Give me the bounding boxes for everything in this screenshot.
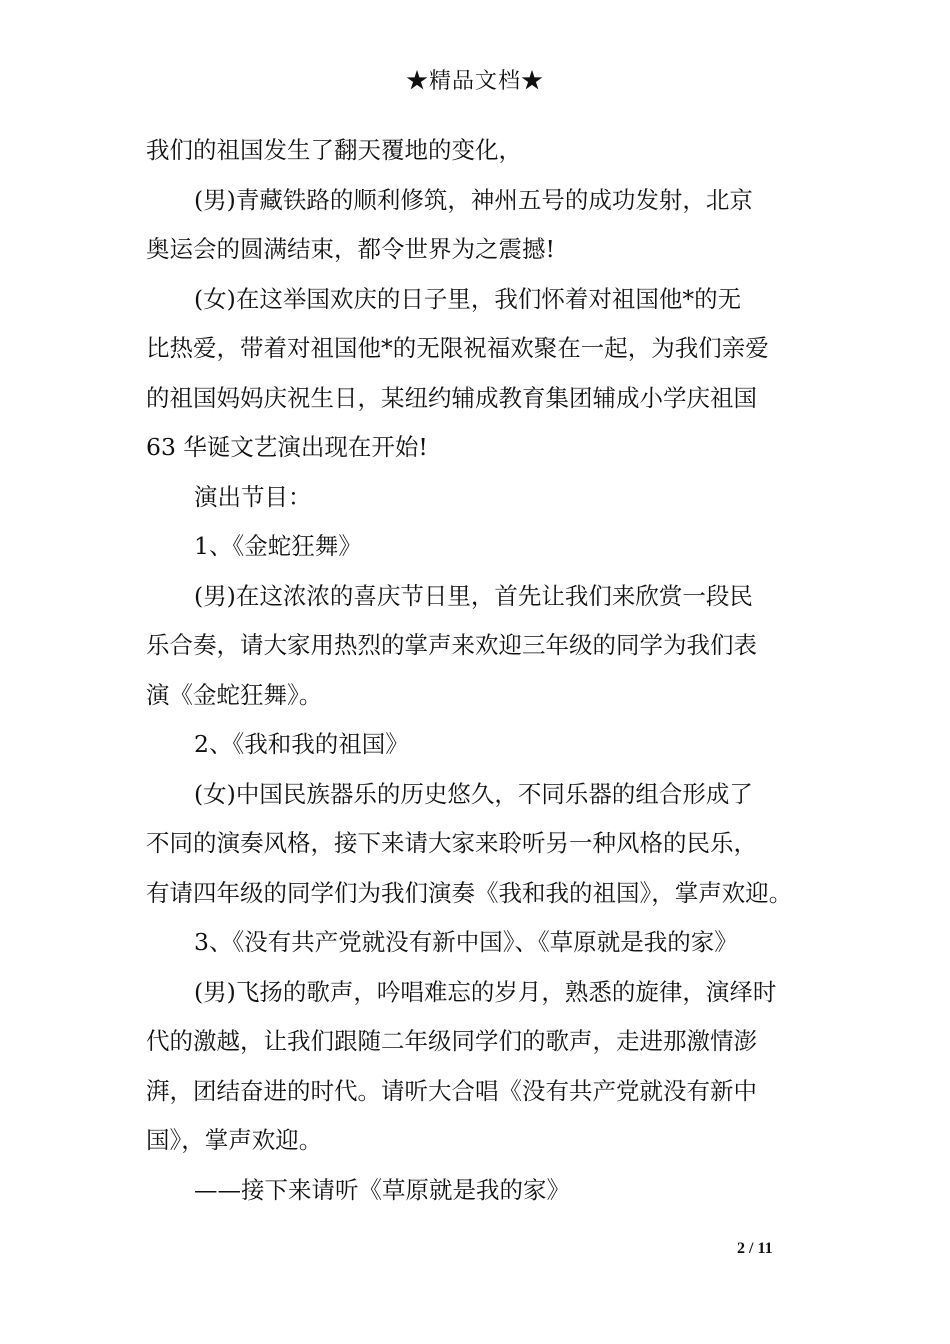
paragraph-line: 乐合奏，请大家用热烈的掌声来欢迎三年级的同学为我们表	[146, 631, 757, 659]
program-item-title: 3、《没有共产党就没有新中国》、《草原就是我的家》	[194, 928, 738, 956]
paragraph-line: (男)青藏铁路的顺利修筑，神州五号的成功发射，北京	[194, 185, 753, 214]
paragraph-line: 湃，团结奋进的时代。请听大合唱《没有共产党就没有新中	[146, 1076, 757, 1105]
page-number: 2 / 11	[737, 1240, 773, 1257]
paragraph-line: 奥运会的圆满结束，都令世界为之震撼!	[146, 235, 555, 263]
paragraph-line: 有请四年级的同学们为我们演奏《我和我的祖国》，掌声欢迎。	[146, 878, 793, 907]
paragraph-line: 比热爱，带着对祖国他*的无限祝福欢聚在一起，为我们亲爱	[146, 334, 769, 362]
page-header-title: ★精品文档★	[405, 69, 544, 94]
paragraph-line: (女)中国民族器乐的历史悠久，不同乐器的组合形成了	[194, 779, 753, 808]
paragraph-line: 代的激越，让我们跟随二年级同学们的歌声，走进那激情澎	[146, 1027, 757, 1055]
paragraph-line: 国》，掌声欢迎。	[146, 1126, 323, 1154]
section-heading: 演出节目：	[194, 482, 312, 511]
paragraph-line: 的祖国妈妈庆祝生日，某纽约辅成教育集团辅成小学庆祖国	[146, 383, 757, 412]
program-item-title: 2、《我和我的祖国》	[194, 730, 409, 758]
paragraph-line: (女)在这举国欢庆的日子里，我们怀着对祖国他*的无	[194, 284, 742, 313]
paragraph-line: 演《金蛇狂舞》。	[146, 680, 323, 709]
paragraph-line: (男)在这浓浓的喜庆节日里，首先让我们来欣赏一段民	[194, 581, 753, 610]
paragraph-line: (男)飞扬的歌声，吟唱难忘的岁月，熟悉的旋律，演绎时	[194, 977, 777, 1006]
paragraph-line: 我们的祖国发生了翻天覆地的变化，	[146, 136, 522, 164]
paragraph-line: 63 华诞文艺演出现在开始!	[146, 433, 428, 461]
paragraph-line: 不同的演奏风格，接下来请大家来聆听另一种风格的民乐，	[146, 829, 757, 857]
document-body	[146, 126, 818, 1215]
program-item-title: 1、《金蛇狂舞》	[194, 532, 362, 560]
paragraph-line: ——接下来请听《草原就是我的家》	[194, 1175, 570, 1204]
